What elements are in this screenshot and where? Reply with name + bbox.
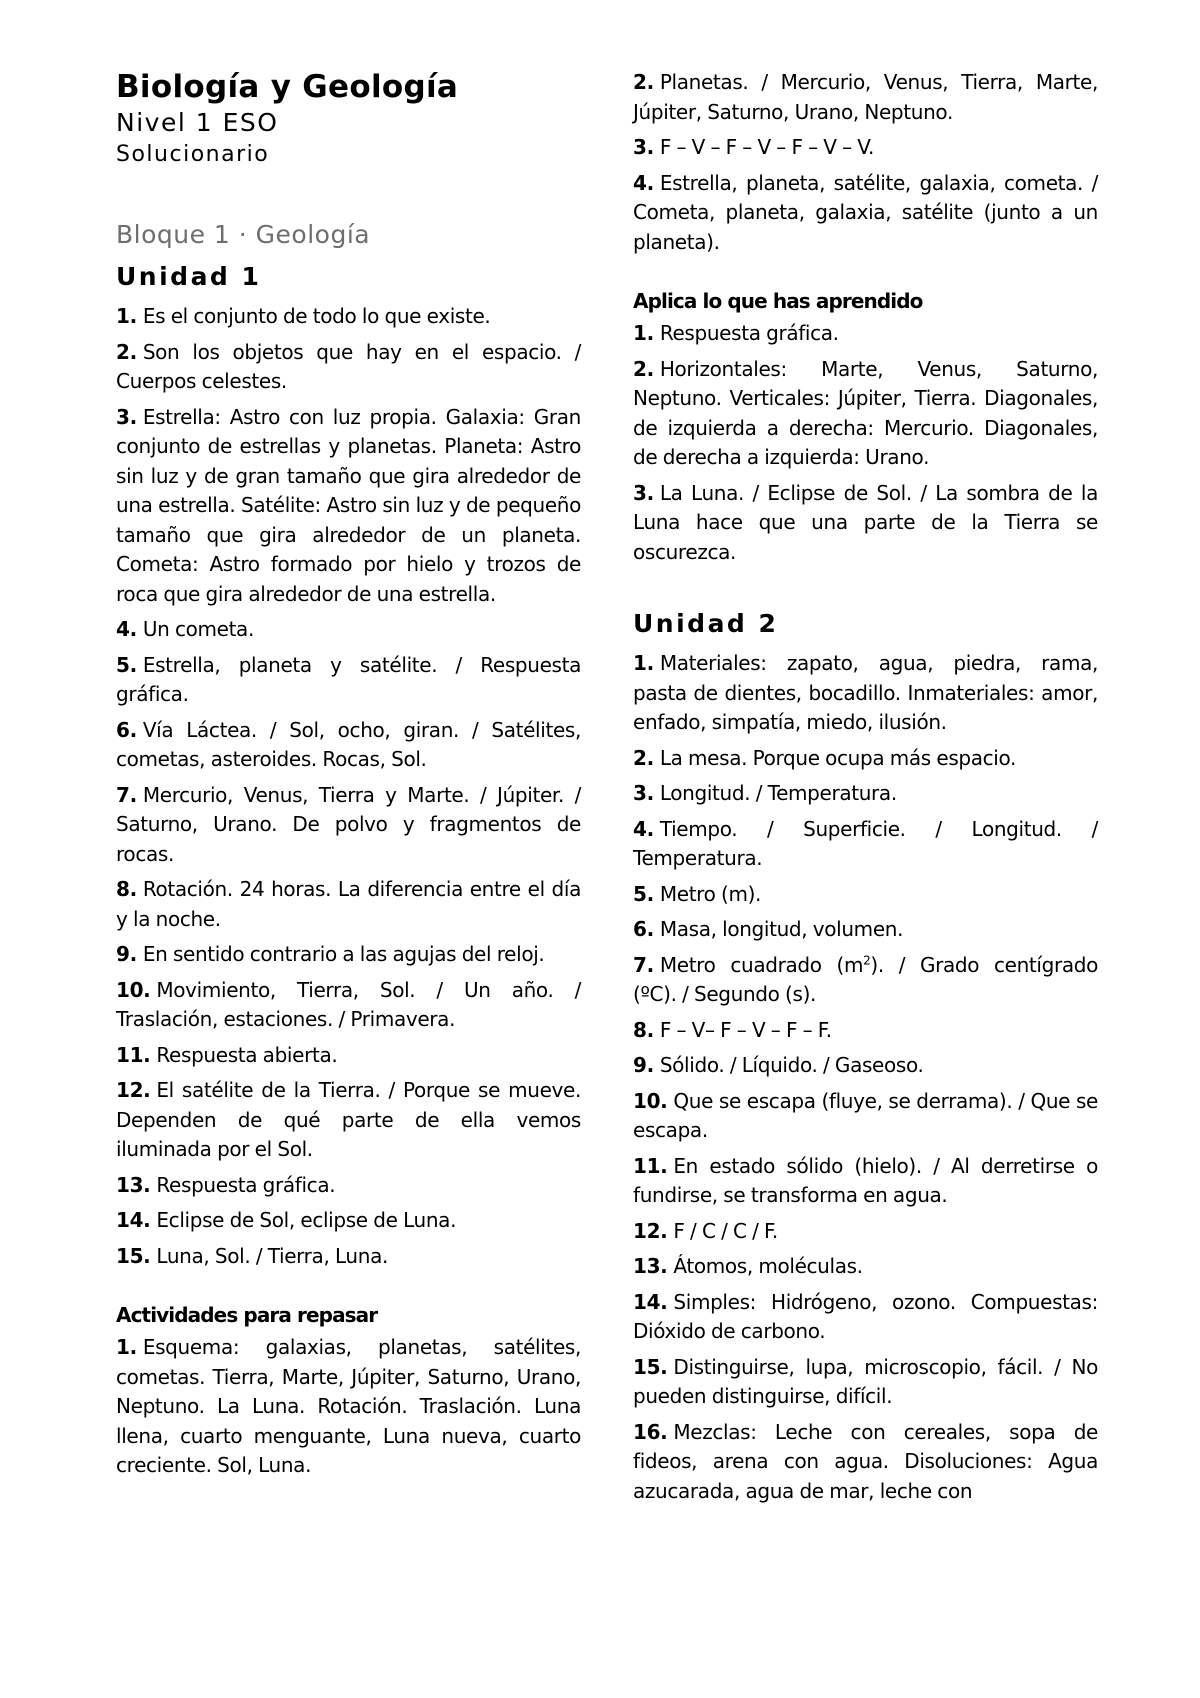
answer-item (116, 615, 581, 645)
answer-text: Es el conjunto de todo lo que existe. (142, 304, 491, 328)
answer-text: Sólido. / Líquido. / Gaseoso. (659, 1053, 924, 1077)
answer-text: F – V– F – V – F – F. (659, 1017, 832, 1042)
answer-number: 16. (633, 1419, 668, 1444)
document-title: Biología y Geología (116, 69, 459, 105)
answer-number: 3. (633, 135, 654, 159)
answer-item (116, 940, 581, 970)
answer-text: Longitud. / Temperatura. (659, 781, 897, 805)
answer-text: F / C / C / F. (673, 1218, 778, 1243)
answer-text: Metro (m). (659, 881, 762, 906)
answer-number: 11. (633, 1153, 668, 1178)
answer-text: Materiales: zapato, agua, piedra, rama, pasta de dientes, bocadillo. Inmateriales: amor, enfado, simpatía, miedo, ilusión. (633, 651, 1098, 734)
answer-text: Luna, Sol. / Tierra, Luna. (156, 1243, 388, 1268)
answer-item (633, 815, 1098, 874)
answer-item (633, 1353, 1098, 1412)
answer-item (633, 915, 1098, 945)
answer-item (633, 1051, 1098, 1081)
answer-text: Estrella: Astro con luz propia. Galaxia: Gran conjunto de estrellas y planetas. Planeta: Astro sin luz y de gran tamaño que gira alrededor de una estrella. Satélite: Astro sin luz y de pequeño tamaño que gira alrededor de un planeta. Cometa: Astro formado por hielo y trozos de roca que gira alrededor de una estrella. (116, 404, 581, 606)
answer-text-before-superscript: Metro cuadrado (m (659, 952, 864, 977)
answer-item (116, 875, 581, 934)
answer-number: 5. (116, 652, 137, 677)
repasar-section-title: Actividades para repasar (116, 1303, 378, 1327)
answer-item (633, 1087, 1098, 1146)
answer-number: 1. (116, 304, 137, 328)
answer-item (633, 355, 1098, 473)
answer-item (633, 1217, 1098, 1247)
answer-text: Un cometa. (142, 617, 254, 641)
answer-number: 10. (116, 977, 151, 1002)
answer-text: El satélite de la Tierra. / Porque se mueve. Dependen de qué parte de ella vemos iluminada por el Sol. (116, 1078, 581, 1161)
answer-item (116, 716, 581, 775)
answer-text: Respuesta gráfica. (156, 1172, 336, 1197)
answer-item (633, 133, 1098, 163)
aplica-section-title: Aplica lo que has aprendido (633, 289, 923, 313)
answer-number: 3. (633, 781, 654, 805)
answer-text: Masa, longitud, volumen. (659, 917, 904, 941)
answer-number: 11. (116, 1042, 151, 1067)
answer-number: 2. (633, 745, 654, 770)
answer-number: 12. (633, 1218, 668, 1243)
repasar-continued-list (633, 68, 1098, 257)
answer-number: 4. (116, 617, 137, 641)
answer-item (633, 1418, 1098, 1507)
answer-text: Horizontales: Marte, Venus, Saturno, Neptuno. Verticales: Júpiter, Tierra. Diagonales, de izquierda a derecha: Mercurio. Diagonales, de derecha a izquierda: Urano. (633, 356, 1098, 469)
answer-text: La mesa. Porque ocupa más espacio. (659, 745, 1017, 770)
answer-number: 4. (633, 816, 654, 841)
answer-number: 8. (633, 1017, 654, 1042)
answer-number: 5. (633, 881, 654, 906)
answer-number: 3. (633, 480, 654, 505)
answer-number: 9. (633, 1053, 654, 1077)
answer-text: En estado sólido (hielo). / Al derretirse o fundirse, se transforma en agua. (633, 1153, 1098, 1207)
unit-1-list (116, 302, 581, 1271)
answer-number: 6. (633, 917, 654, 941)
answer-item (633, 649, 1098, 738)
answer-number: 7. (116, 782, 137, 807)
answer-item (116, 1076, 581, 1165)
unit-2-list (633, 649, 1098, 1506)
answer-item (633, 479, 1098, 568)
answer-item (116, 302, 581, 332)
answer-number: 2. (633, 356, 654, 381)
answer-text: Vía Láctea. / Sol, ocho, giran. / Satélites, cometas, asteroides. Rocas, Sol. (116, 717, 581, 771)
unit-1-title: Unidad 1 (116, 262, 262, 291)
answer-number: 2. (116, 339, 137, 364)
answer-number: 6. (116, 717, 137, 742)
answer-number: 2. (633, 70, 654, 94)
answer-item (633, 744, 1098, 774)
answer-text: Mercurio, Venus, Tierra y Marte. / Júpiter. / Saturno, Urano. De polvo y fragmentos de rocas. (116, 782, 581, 866)
answer-text: Esquema: galaxias, planetas, satélites, cometas. Tierra, Marte, Júpiter, Saturno, Urano, Neptuno. La Luna. Rotación. Traslación. Luna llena, cuarto menguante, Luna nueva, cuarto creciente. Sol, Luna. (116, 1335, 581, 1477)
answer-number: 4. (633, 170, 654, 195)
answer-text: F – V – F – V – F – V – V. (659, 135, 875, 159)
answer-text: Átomos, moléculas. (673, 1254, 863, 1278)
answer-number: 9. (116, 942, 137, 966)
answer-number: 7. (633, 952, 654, 977)
answer-text: En sentido contrario a las agujas del reloj. (142, 942, 545, 966)
answer-text: Mezclas: Leche con cereales, sopa de fideos, arena con agua. Disoluciones: Agua azucarada, agua de mar, leche con (633, 1419, 1098, 1503)
answer-text: Son los objetos que hay en el espacio. / Cuerpos celestes. (116, 339, 581, 393)
superscript: 2 (863, 952, 871, 967)
answer-item (633, 169, 1098, 258)
answer-item (116, 1041, 581, 1071)
right-column (633, 68, 1098, 1512)
answer-item (633, 1288, 1098, 1347)
answer-number: 14. (116, 1208, 151, 1232)
answer-number: 14. (633, 1289, 668, 1314)
answer-item (633, 1016, 1098, 1046)
answer-text: Distinguirse, lupa, microscopio, fácil. / No pueden distinguirse, difícil. (633, 1354, 1098, 1408)
answer-text: La Luna. / Eclipse de Sol. / La sombra de la Luna hace que una parte de la Tierra se oscurezca. (633, 480, 1098, 564)
answer-text: Respuesta gráfica. (659, 321, 839, 345)
document-subtitle: Solucionario (116, 142, 270, 167)
answer-item (633, 779, 1098, 809)
answer-item (633, 880, 1098, 910)
answer-item (633, 68, 1098, 127)
answer-number: 3. (116, 404, 137, 429)
answer-text: Movimiento, Tierra, Sol. / Un año. / Traslación, estaciones. / Primavera. (116, 977, 581, 1031)
left-column (116, 68, 581, 1487)
answer-number: 1. (116, 1335, 137, 1359)
answer-text: Respuesta abierta. (156, 1042, 338, 1067)
answer-number: 13. (633, 1254, 668, 1278)
block-title: Bloque 1 · Geología (116, 220, 371, 249)
answer-number: 12. (116, 1078, 151, 1102)
answer-text: Que se escapa (fluye, se derrama). / Que se escapa. (633, 1088, 1098, 1142)
answer-item (116, 1171, 581, 1201)
document-level: Nivel 1 ESO (116, 108, 279, 137)
answer-number: 1. (633, 651, 654, 675)
answer-text-after-superscript: ). / Grado centígrado (ºC). / Segundo (s). (633, 952, 1098, 1006)
answer-number: 15. (633, 1354, 668, 1379)
answer-item (633, 319, 1098, 349)
answer-text: Estrella, planeta, satélite, galaxia, cometa. / Cometa, planeta, galaxia, satélite (junto a un planeta). (633, 170, 1098, 254)
answer-item (116, 976, 581, 1035)
answer-number: 1. (633, 321, 654, 345)
answer-text: Tiempo. / Superficie. / Longitud. / Temperatura. (633, 816, 1098, 870)
answer-text: Simples: Hidrógeno, ozono. Compuestas: Dióxido de carbono. (633, 1289, 1098, 1343)
answer-text: Planetas. / Mercurio, Venus, Tierra, Marte, Júpiter, Saturno, Urano, Neptuno. (633, 70, 1098, 124)
answer-item (116, 1333, 581, 1481)
answer-item (633, 951, 1098, 1010)
answer-item (116, 1242, 581, 1272)
answer-item (116, 781, 581, 870)
answer-number: 10. (633, 1088, 668, 1113)
answer-item (633, 1152, 1098, 1211)
answer-number: 15. (116, 1243, 151, 1268)
answer-number: 13. (116, 1172, 151, 1197)
answer-text: Estrella, planeta y satélite. / Respuesta gráfica. (116, 652, 581, 706)
aplica-list (633, 319, 1098, 567)
unit-2-title: Unidad 2 (633, 609, 779, 638)
answer-item (116, 651, 581, 710)
answer-item (116, 403, 581, 610)
answer-item (116, 338, 581, 397)
answer-item (116, 1206, 581, 1236)
answer-text: Rotación. 24 horas. La diferencia entre el día y la noche. (116, 877, 581, 931)
answer-number: 8. (116, 877, 137, 901)
answer-text: Eclipse de Sol, eclipse de Luna. (156, 1208, 457, 1232)
answer-item (633, 1252, 1098, 1282)
